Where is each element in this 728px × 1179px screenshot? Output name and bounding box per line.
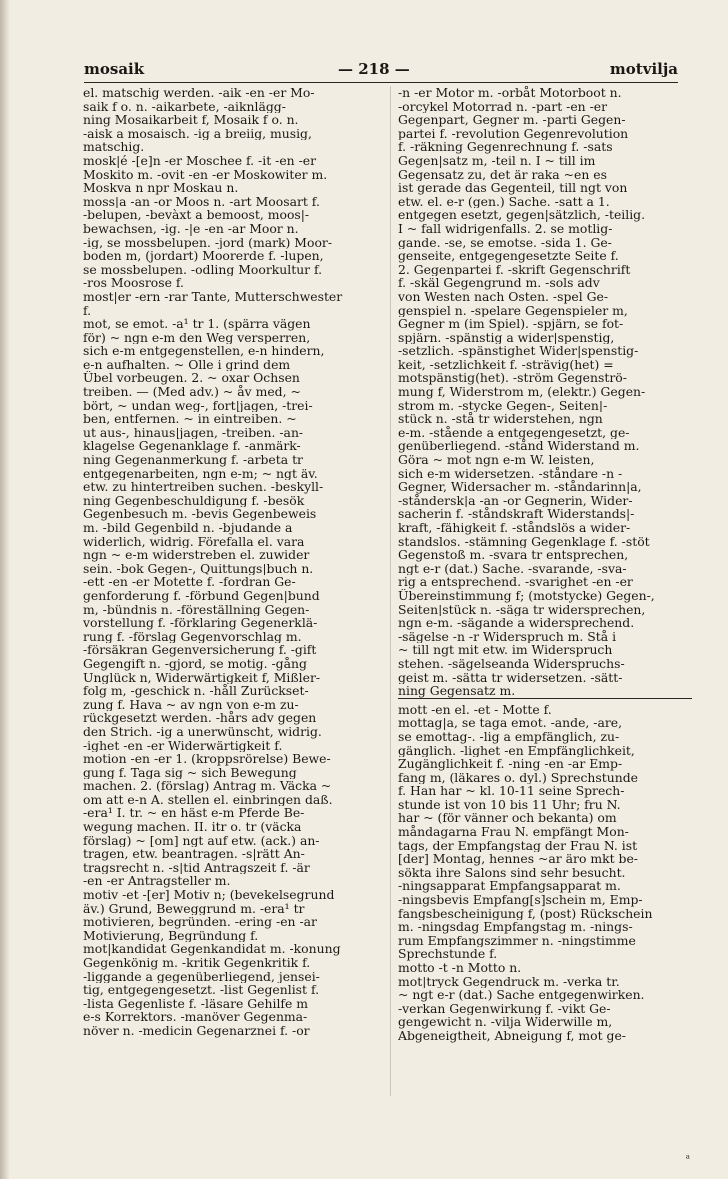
- text-line: -era¹ I. tr. ~ en häst e-m Pferde Be-: [83, 806, 305, 821]
- text-line: har ~ (för vänner och bekanta) om: [398, 811, 617, 826]
- text-line: widerlich, widrig. Förefalla el. vara: [83, 534, 305, 549]
- text-line: måndagarna Frau N. empfängt Mon-: [398, 825, 629, 839]
- text-line: ben, entfernen. ~ in eintreiben. ~: [83, 412, 297, 426]
- text-line: fang m, (läkares o. dyl.) Sprechstunde: [398, 770, 638, 785]
- text-line: -liggande a gegenüberliegend, jensei-: [83, 969, 320, 984]
- text-line: motivieren, begründen. -ering -en -ar: [83, 915, 317, 929]
- text-line: kraft, -fähigkeit f. -ståndslös a wider-: [398, 521, 631, 535]
- text-line: tragen, etw. beantragen. -s|rätt An-: [83, 847, 305, 861]
- text-line: zung f. Hava ~ av ngn von e-m zu-: [83, 697, 299, 712]
- text-line: Göra ~ mot ngn e-m W. leisten,: [398, 453, 595, 467]
- text-line: ning Gegensatz m.: [398, 684, 516, 698]
- text-line: -ningsapparat Empfangsapparat m.: [398, 879, 621, 894]
- text-line: Unglück n, Widerwärtigkeit f, Mißler-: [83, 670, 321, 685]
- text-line: Gegenstoß m. -svara tr entsprechen,: [398, 548, 629, 562]
- text-line: genseite, entgegengesetzte Seite f.: [398, 249, 619, 263]
- text-line: ngn ~ e-m widerstreben el. zuwider: [83, 548, 310, 562]
- text-line: -en -er Antragsteller m.: [83, 874, 231, 889]
- text-line: se mossbelupen. -odling Moorkultur f.: [83, 262, 323, 277]
- text-line: mot|kandidat Gegenkandidat m. -konung: [83, 942, 341, 956]
- text-line: mot, se emot. -a¹ tr 1. (spärra vägen: [83, 317, 311, 331]
- text-line: tags, der Empfangstag der Frau N. ist: [398, 838, 638, 853]
- text-line: mung f, Widerstrom m, (elektr.) Gegen-: [398, 385, 646, 399]
- text-line: -försäkran Gegenversicherung f. -gift: [83, 643, 317, 657]
- text-line: stunde ist von 10 bis 11 Uhr; fru N.: [398, 797, 621, 812]
- text-line: geist m. -sätta tr widersetzen. -sätt-: [398, 670, 623, 685]
- text-line: stück n. -stå tr widerstehen, ngn: [398, 412, 603, 426]
- text-line: -lista Gegenliste f. -läsare Gehilfe m: [83, 996, 309, 1011]
- text-line: se emottag-. -lig a empfänglich, zu-: [398, 729, 620, 744]
- text-line: mottag|a, se taga emot. -ande, -are,: [398, 716, 623, 730]
- text-line: Abgeneigtheit, Abneigung f, mot ge-: [398, 1028, 626, 1043]
- text-line: -setzlich. -spänstighet Wider|spenstig-: [398, 344, 639, 358]
- text-line: mott -en el. -et - Motte f.: [398, 702, 552, 717]
- header-right-word: motvilja: [609, 60, 678, 78]
- text-line: wegung machen. II. itr o. tr (väcka: [83, 820, 302, 834]
- text-line: Gegner, Widersacher m. -ståndarinn|a,: [398, 480, 642, 494]
- header-page-number: — 218 —: [338, 60, 410, 78]
- text-line: f. -räkning Gegenrechnung f. -sats: [398, 140, 613, 154]
- text-line: -sägelse -n -r Widerspruch m. Stå i: [398, 629, 617, 644]
- text-line: mot|tryck Gegendruck m. -verka tr.: [398, 974, 620, 989]
- text-line: matschig.: [83, 140, 145, 154]
- text-line: Moskito m. -ovit -en -er Moskowiter m.: [83, 167, 328, 182]
- text-line: ngt e-r (dat.) Sache. -svarande, -sva-: [398, 561, 627, 576]
- text-line: bewachsen, -ig. -|e -en -ar Moor n.: [83, 221, 299, 236]
- header-rule: [84, 82, 678, 83]
- text-line: gänglich. -lighet -en Empfänglichkeit,: [398, 743, 635, 758]
- text-line: rum Empfangszimmer n. -ningstimme: [398, 933, 636, 948]
- text-line: Gegensatz zu, det är raka ~en es: [398, 167, 607, 182]
- text-line: genspiel n. -spelare Gegenspieler m,: [398, 303, 628, 318]
- text-line: rung f. -förslag Gegenvorschlag m.: [83, 629, 302, 644]
- text-line: most|er -ern -rar Tante, Mutterschwester: [83, 289, 343, 304]
- text-line: bört, ~ undan weg-, fort|jagen, -trei-: [83, 398, 313, 413]
- text-line: Gegengift n. -gjord, se motig. -gång: [83, 656, 307, 671]
- text-line: entgegen esetzt, gegen|sätzlich, -teilig.: [398, 208, 646, 222]
- text-line: mosk|é -[e]n -er Moschee f. -it -en -er: [83, 153, 317, 168]
- text-line: tig, entgegengesetzt. -list Gegenlist f.: [83, 983, 320, 997]
- text-line: för) ~ ngn e-m den Weg versperren,: [83, 330, 311, 345]
- text-line: vorstellung f. -förklaring Gegenerklä-: [83, 616, 318, 630]
- text-line: tragsrecht n. -s|tid Antragszeit f. -är: [83, 860, 310, 875]
- text-line: ~ ngt e-r (dat.) Sache entgegenwirken.: [398, 988, 645, 1002]
- text-line: machen. 2. (förslag) Antrag m. Väcka ~: [83, 779, 332, 793]
- text-line: Gegenpart, Gegner m. -parti Gegen-: [398, 113, 626, 127]
- text-line: m, -bündnis n. -föreställning Gegen-: [83, 602, 310, 617]
- text-line: klagelse Gegenanklage f. -anmärk-: [83, 439, 301, 454]
- text-line: etw. el. e-r (gen.) Sache. -satt a 1.: [398, 194, 610, 209]
- text-line: den Strich. -ig a unerwünscht, widrig.: [83, 724, 322, 739]
- text-line: moss|a -an -or Moos n. -art Moosart f.: [83, 194, 320, 209]
- text-line: e-s Korrektors. -manöver Gegenma-: [83, 1010, 308, 1024]
- text-line: Gegenkönig m. -kritik Gegenkritik f.: [83, 956, 311, 970]
- text-line: ning Gegenanmerkung f. -arbeta tr: [83, 453, 303, 467]
- text-line: ning Gegenbeschuldigung f. -besök: [83, 493, 305, 508]
- text-line: f. Han har ~ kl. 10-11 seine Sprech-: [398, 784, 625, 798]
- text-line: treiben. — (Med adv.) ~ åv med, ~: [83, 385, 301, 399]
- footer-mark: ᵃ: [685, 1152, 690, 1165]
- text-line: motion -en -er 1. (kroppsrörelse) Bewe-: [83, 752, 331, 766]
- text-line: motiv -et -[er] Motiv n; (bevekelsegrund: [83, 888, 335, 902]
- text-line: sich e-m entgegenstellen, e-n hindern,: [83, 344, 325, 358]
- text-line: -ig, se mossbelupen. -jord (mark) Moor-: [83, 235, 333, 250]
- text-line: ist gerade das Gegenteil, till ngt von: [398, 181, 628, 195]
- text-line: rig a entsprechend. -svarighet -en -er: [398, 575, 633, 589]
- text-line: sökta ihre Salons sind sehr besucht.: [398, 865, 626, 880]
- text-line: Übereinstimmung f; (motstycke) Gegen-,: [398, 588, 655, 603]
- text-line: folg m, -geschick n. -håll Zurückset-: [83, 684, 309, 698]
- text-line: [der] Montag, hennes ~ar äro mkt be-: [398, 852, 638, 866]
- text-line: spjärn. -spänstig a wider|spenstig,: [398, 330, 615, 345]
- text-line: saik f o. n. -aikarbete, -aiknlägg-: [83, 99, 286, 114]
- text-line: stehen. -sägelseanda Widerspruchs-: [398, 656, 625, 671]
- text-line: e-n aufhalten. ~ Olle i grind dem: [83, 357, 291, 372]
- text-line: keit, -setzlichkeit f. -strävig(het) =: [398, 357, 614, 372]
- text-line: Zugänglichkeit f. -ning -en -ar Emp-: [398, 757, 623, 771]
- text-line: Gegenbesuch m. -bevis Gegenbeweis: [83, 507, 317, 521]
- text-line: Gegen|satz m, -teil n. I ~ till im: [398, 153, 596, 168]
- text-line: etw. zu hintertreiben suchen. -beskyll-: [83, 480, 324, 494]
- text-line: f.: [83, 303, 92, 318]
- text-line: genforderung f. -förbund Gegen|bund: [83, 588, 320, 603]
- text-line: növer n. -medicin Gegenarznei f. -or: [83, 1023, 310, 1038]
- page-header: [84, 44, 678, 84]
- text-line: entgegenarbeiten, ngn e-m; ~ ngt äv.: [83, 466, 318, 481]
- text-line: -ros Moosrose f.: [83, 276, 184, 290]
- text-line: sacherin f. -ståndskraft Widerstands|-: [398, 507, 635, 521]
- text-line: -ningsbevis Empfang[s]schein m, Emp-: [398, 893, 643, 907]
- left-column: [83, 86, 377, 1038]
- text-line: el. matschig werden. -aik -en -er Mo-: [83, 86, 315, 100]
- text-line: Sprechstunde f.: [398, 947, 498, 961]
- text-line: ut aus-, hinaus|jagen, -treiben. -an-: [83, 425, 304, 440]
- text-line: genüberliegend. -stånd Widerstand m.: [398, 439, 640, 454]
- text-line: fangsbescheinigung f, (post) Rückschein: [398, 906, 653, 921]
- text-line: Übel vorbeugen. 2. ~ oxar Ochsen: [83, 371, 300, 386]
- text-line: ning Mosaikarbeit f, Mosaik f o. n.: [83, 113, 299, 127]
- text-line: gung f. Taga sig ~ sich Bewegung: [83, 765, 297, 780]
- text-line: m. -ningsdag Empfangstag m. -nings-: [398, 920, 633, 934]
- text-line: f. -skäl Gegengrund m. -sols adv: [398, 276, 600, 290]
- text-line: gande. -se, se emotse. -sida 1. Ge-: [398, 235, 612, 250]
- text-line: Moskva n npr Moskau n.: [83, 181, 239, 195]
- text-line: m. -bild Gegenbild n. -bjudande a: [83, 521, 293, 535]
- text-line: -n -er Motor m. -orbåt Motorboot n.: [398, 86, 622, 100]
- text-line: sich e-m widersetzen. -ståndare -n -: [398, 466, 623, 481]
- text-line: gengewicht n. -vilja Widerwille m,: [398, 1015, 613, 1029]
- text-line: motto -t -n Motto n.: [398, 961, 522, 975]
- text-line: -verkan Gegenwirkung f. -vikt Ge-: [398, 1001, 611, 1016]
- page-spine-shadow: [0, 0, 10, 1179]
- text-line: Seiten|stück n. -säga tr widersprechen,: [398, 602, 646, 617]
- text-line: sein. -bok Gegen-, Quittungs|buch n.: [83, 561, 314, 576]
- text-line: äv.) Grund, Beweggrund m. -era¹ tr: [83, 901, 305, 916]
- text-line: e-m. -stående a entgegengesetzt, ge-: [398, 425, 630, 440]
- text-line: ngn e-m. -sägande a widersprechend.: [398, 616, 635, 630]
- text-line: 2. Gegenpartei f. -skrift Gegenschrift: [398, 262, 631, 277]
- text-line: von Westen nach Osten. -spel Ge-: [398, 289, 609, 304]
- column-separator: [390, 86, 391, 1096]
- text-line: standslos. -stämning Gegenklage f. -stöt: [398, 534, 650, 549]
- text-line: Motivierung, Begründung f.: [83, 928, 259, 943]
- text-line: förslag) ~ [om] ngt auf etw. (ack.) an-: [83, 833, 320, 848]
- right-column: [398, 86, 692, 1043]
- text-line: -ett -en -er Motette f. -fordran Ge-: [83, 575, 296, 589]
- header-left-word: mosaik: [84, 60, 145, 78]
- text-line: ~ till ngt mit etw. im Widerspruch: [398, 643, 613, 657]
- text-line: -belupen, -bevàxt a bemoost, moos|-: [83, 208, 310, 222]
- text-line: om att e-n A. stellen el. einbringen daß.: [83, 792, 333, 807]
- text-line: -orcykel Motorrad n. -part -en -er: [398, 99, 608, 114]
- text-line: I ~ fall widrigenfalls. 2. se motlig-: [398, 221, 613, 236]
- text-line: -ighet -en -er Widerwärtigkeit f.: [83, 738, 283, 753]
- text-line: strom m. -stycke Gegen-, Seiten|-: [398, 398, 608, 413]
- text-line: -aisk a mosaisch. -ig a breiig, musig,: [83, 126, 312, 141]
- text-line: boden m, (jordart) Moorerde f. -lupen,: [83, 249, 324, 263]
- text-line: -ståndersk|a -an -or Gegnerin, Wider-: [398, 493, 633, 508]
- text-line: Gegner m (im Spiel). -spjärn, se fot-: [398, 317, 624, 331]
- text-line: rückgesetzt werden. -hårs adv gegen: [83, 711, 317, 725]
- text-line: partei f. -revolution Gegenrevolution: [398, 126, 629, 141]
- text-line: motspänstig(het). -ström Gegenströ-: [398, 371, 627, 386]
